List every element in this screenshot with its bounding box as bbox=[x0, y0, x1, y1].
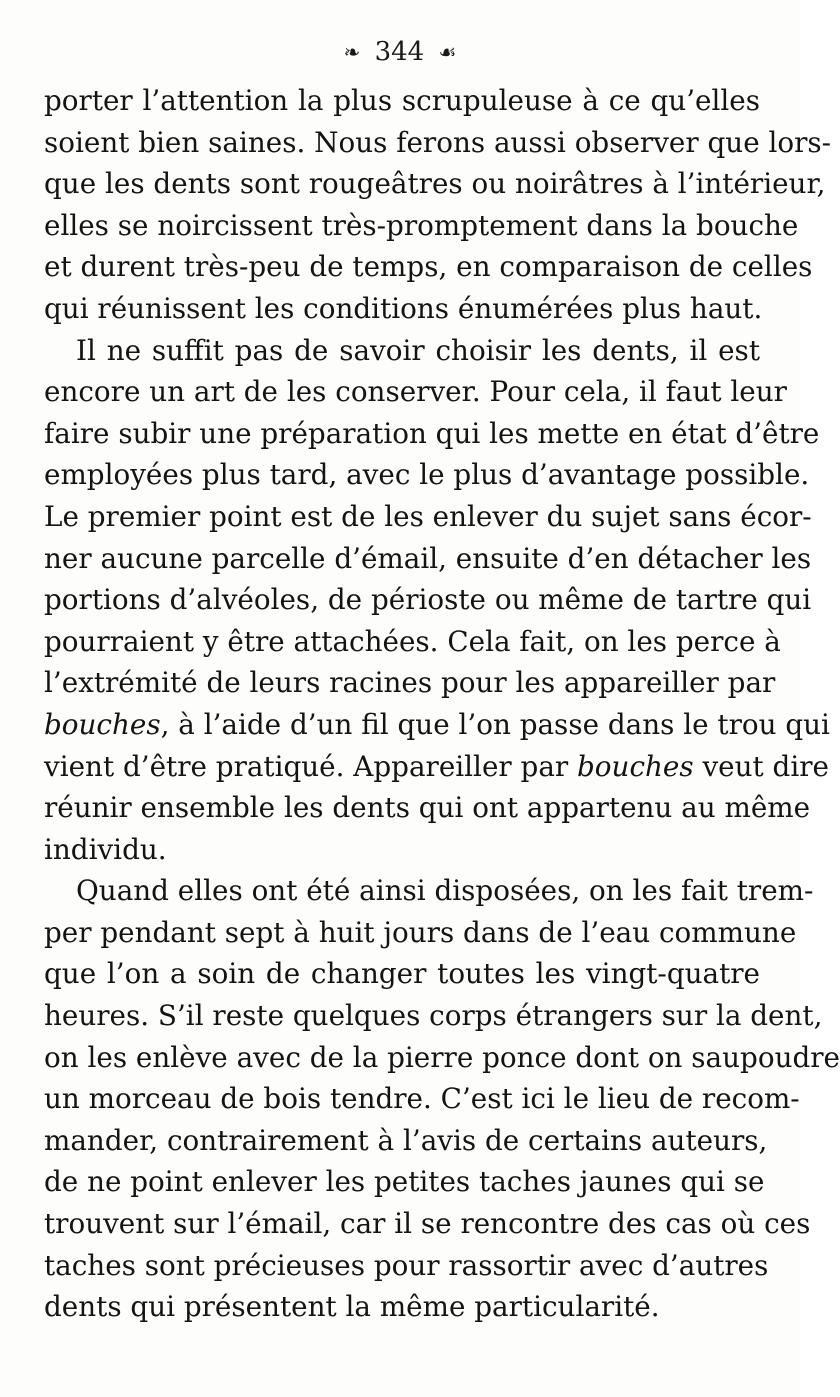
left-ornament-icon: ❧ bbox=[343, 40, 361, 64]
text-line: que l’on a soin de changer toutes les vingt-quatre bbox=[44, 957, 760, 991]
text-line: on les enlève avec de la pierre ponce dont on saupoudre bbox=[44, 1040, 840, 1074]
text-line: de ne point enlever les petites taches jaunes qui se bbox=[44, 1165, 765, 1199]
text-line: Il ne suffit pas de savoir choisir les dents, il est bbox=[76, 333, 760, 367]
text-line: portions d’alvéoles, de périoste ou même de tartre qui bbox=[44, 583, 812, 617]
text-line: pourraient y être attachées. Cela fait, on les perce à bbox=[44, 624, 781, 658]
paragraph-2 bbox=[44, 330, 830, 871]
text-line: et durent très-peu de temps, en comparaison de celles bbox=[44, 250, 813, 284]
text-line: qui réunissent les conditions énumérées plus haut. bbox=[44, 291, 763, 325]
text-line: ner aucune parcelle d’émail, ensuite d’en détacher les bbox=[44, 541, 812, 575]
text-line: encore un art de les conserver. Pour cela, il faut leur bbox=[44, 375, 787, 409]
italic-term: bouches bbox=[577, 749, 694, 783]
text-line: taches sont précieuses pour rassortir avec d’autres bbox=[44, 1248, 769, 1282]
text-line: trouvent sur l’émail, car il se rencontre des cas où ces bbox=[44, 1207, 811, 1241]
right-ornament-icon: ☙ bbox=[438, 40, 457, 64]
text-line: soient bien saines. Nous ferons aussi observer que lors- bbox=[44, 125, 832, 159]
text-line: dents qui présentent la même particularité. bbox=[44, 1290, 660, 1324]
text-line: individu. bbox=[44, 832, 167, 866]
page-header bbox=[0, 36, 800, 67]
text-line: un morceau de bois tendre. C’est ici le lieu de recom- bbox=[44, 1082, 800, 1116]
text-line bbox=[44, 704, 830, 746]
text-segment: vient d’être pratiqué. Appareiller par bbox=[44, 749, 578, 783]
page-number: 344 bbox=[374, 37, 425, 67]
italic-term: bouches bbox=[44, 707, 161, 741]
text-segment: veut dire bbox=[693, 749, 829, 783]
text-segment: , à l’aide d’un fil que l’on passe dans le trou qui bbox=[160, 707, 830, 741]
text-line: réunir ensemble les dents qui ont appartenu au même bbox=[44, 791, 811, 825]
text-line: mander, contrairement à l’avis de certains auteurs, bbox=[44, 1123, 768, 1157]
text-line: faire subir une préparation qui les mette en état d’être bbox=[44, 416, 820, 450]
text-line: Quand elles ont été ainsi disposées, on les fait trem- bbox=[76, 874, 814, 908]
text-line bbox=[44, 746, 829, 788]
body-text bbox=[44, 80, 840, 1328]
text-line: heures. S’il reste quelques corps étrangers sur la dent, bbox=[44, 999, 823, 1033]
paragraph-3 bbox=[44, 870, 840, 1328]
text-line: que les dents sont rougeâtres ou noirâtres à l’intérieur, bbox=[44, 167, 826, 201]
text-line: porter l’attention la plus scrupuleuse à ce qu’elles bbox=[44, 84, 760, 117]
text-line: Le premier point est de les enlever du sujet sans écor- bbox=[44, 499, 812, 533]
text-line: employées plus tard, avec le plus d’avantage possible. bbox=[44, 458, 810, 492]
text-line: elles se noircissent très-promptement dans la bouche bbox=[44, 208, 799, 242]
paragraph-1 bbox=[44, 80, 832, 330]
text-line: per pendant sept à huit jours dans de l’eau commune bbox=[44, 915, 797, 949]
text-line: l’extrémité de leurs racines pour les appareiller par bbox=[44, 666, 776, 700]
